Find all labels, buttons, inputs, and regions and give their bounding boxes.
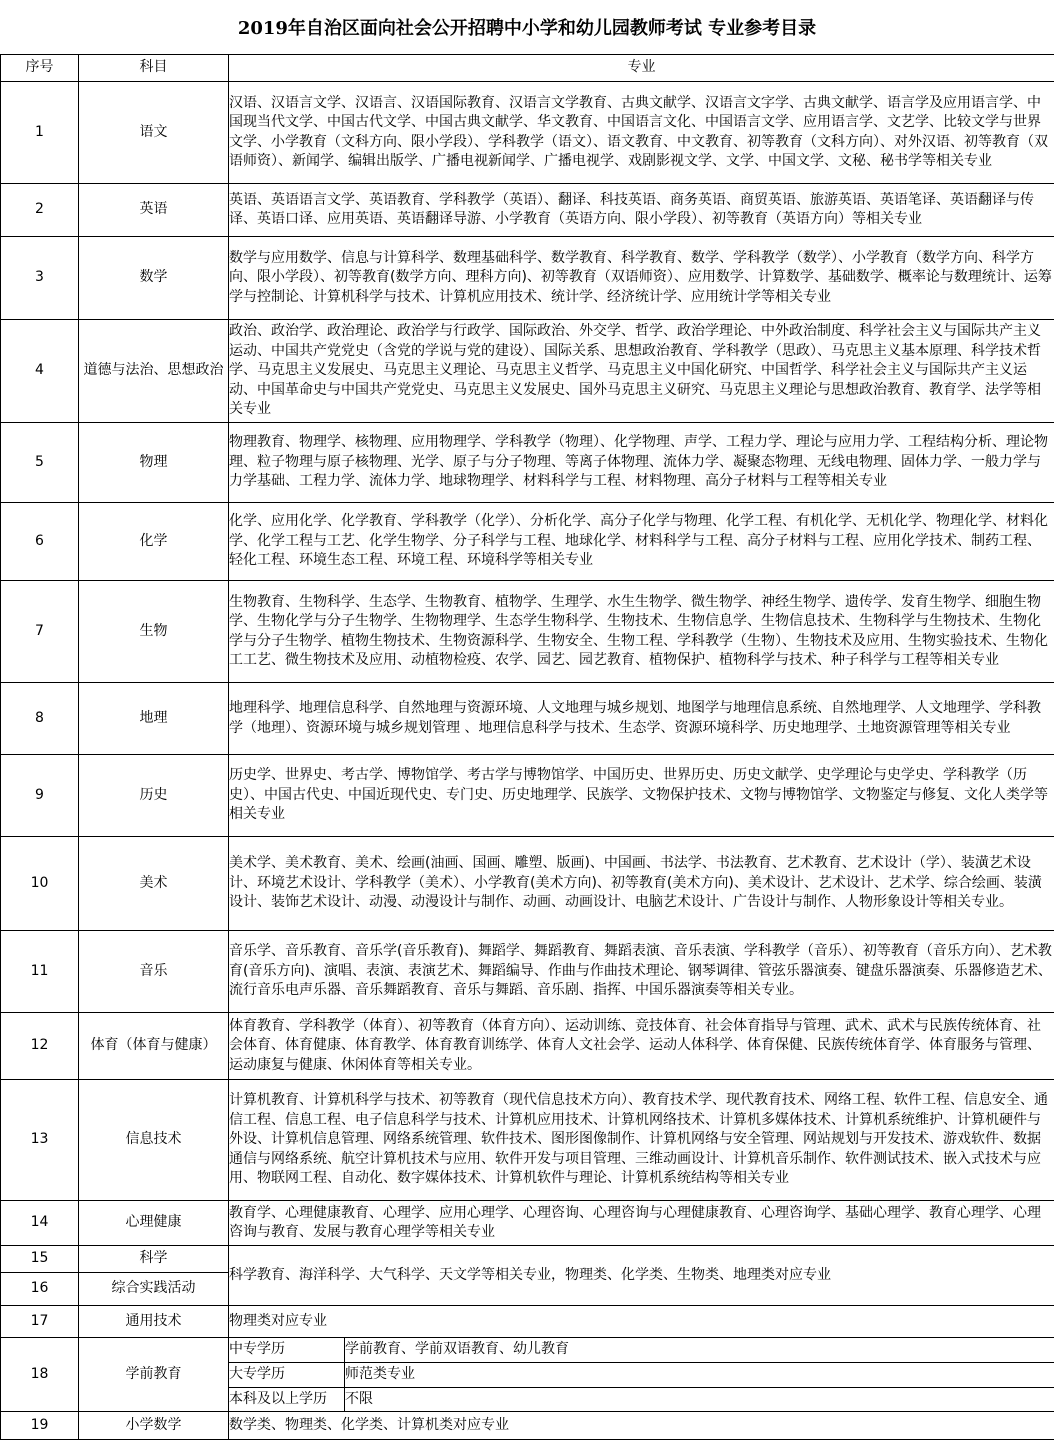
header-seq: 序号 — [1, 55, 79, 82]
page-title: 2019年自治区面向社会公开招聘中小学和幼儿园教师考试 专业参考目录 — [237, 18, 817, 39]
row-majors: 计算机教育、计算机科学与技术、初等教育（现代信息技术方向）、教育技术学、现代教育技术、网络工程、软件工程、信息安全、通信工程、信息工程、电子信息科学与技术、计算机应用技术、计算机网络技术、计算机多媒体技术、计算机系统维护、计算机硬件与外设、计算机信息管理、网络系统管理、软件技术、图形图像制作、计算机网络与安全管理、网站规划与开发技术、游戏软件、数据通信与网络系统、航空计算机技术与应用、软件开发与项目管理、三维动画设计、计算机音乐制作、软件测试技术、嵌入式技术与应用、物联网工程、自动化、数字媒体技术、计算机软件与理论、计算机系统结构等相关专业 — [229, 1080, 1054, 1201]
row-majors: 政治、政治学、政治理论、政治学与行政学、国际政治、外交学、哲学、政治学理论、中外政治制度、科学社会主义与国际共产主义运动、中国共产党党史（含党的学说与党的建设）、国际关系、思想政治教育、学科教学（思政）、马克思主义基本原理、科学技术哲学、马克思主义发展史、马克思主义理论、马克思主义哲学、马克思主义中国化研究、中国哲学、科学社会主义与国际共产主义运动、中国革命史与中国共产党党史、马克思主义发展史、国外马克思主义研究、马克思主义理论与思想政治教育、教育学、法学等相关专业 — [229, 320, 1054, 423]
preschool-majors: 不限 — [345, 1388, 1054, 1412]
row-seq: 11 — [1, 931, 79, 1013]
table-row — [1, 1080, 1054, 1201]
header-subject: 科目 — [79, 55, 229, 82]
row-seq: 8 — [1, 683, 79, 755]
table-row — [1, 423, 1054, 503]
row-seq: 14 — [1, 1201, 79, 1246]
row-majors: 历史学、世界史、考古学、博物馆学、考古学与博物馆学、中国历史、世界历史、历史文献学、史学理论与史学史、学科教学（历史）、中国古代史、中国近现代史、专门史、历史地理学、民族学、文物保护技术、文物与博物馆学、文物鉴定与修复、文化人类学等相关专业 — [229, 755, 1054, 837]
row-seq: 1 — [1, 82, 79, 184]
table-row — [1, 931, 1054, 1013]
row-subject: 综合实践活动 — [79, 1273, 229, 1306]
row-seq: 2 — [1, 184, 79, 237]
row-majors: 数学类、物理类、化学类、计算机类对应专业 — [229, 1412, 1054, 1440]
row-majors: 汉语、汉语言文学、汉语言、汉语国际教育、汉语言文学教育、古典文献学、汉语言文字学、古典文献学、语言学及应用语言学、中国现当代文学、中国古代文学、中国古典文献学、华文教育、中国语言文化、中国语言文学、应用语言学、文艺学、比较文学与世界文学、小学教育（文科方向、限小学段）、学科教学（语文）、语文教育、中文教育、初等教育（文科方向）、对外汉语、初等教育（双语师资）、新闻学、编辑出版学、广播电视新闻学、广播电视学、戏剧影视文学、文学、中国文学、文秘、秘书学等相关专业 — [229, 82, 1054, 184]
row-subject: 英语 — [79, 184, 229, 237]
row-seq: 3 — [1, 237, 79, 320]
table-row — [1, 503, 1054, 581]
row-seq: 6 — [1, 503, 79, 581]
table-row — [1, 82, 1054, 184]
preschool-majors: 师范类专业 — [345, 1363, 1054, 1388]
row-subject: 美术 — [79, 837, 229, 931]
table-row — [1, 581, 1054, 683]
row-subject: 数学 — [79, 237, 229, 320]
row-majors: 化学、应用化学、化学教育、学科教学（化学）、分析化学、高分子化学与物理、化学工程、有机化学、无机化学、物理化学、材料化学、化学工程与工艺、化学生物学、分子科学与工程、地球化学、材料科学与工程、高分子材料与工程、应用化学技术、制药工程、轻化工程、环境生态工程、环境工程、环境科学等相关专业 — [229, 503, 1054, 581]
table-row — [1, 1306, 1054, 1338]
table-header-row — [1, 55, 1054, 82]
row-subject: 心理健康 — [79, 1201, 229, 1246]
table-row — [1, 1246, 1054, 1273]
row-subject: 道德与法治、思想政治 — [79, 320, 229, 423]
row-seq: 17 — [1, 1306, 79, 1338]
row-majors: 美术学、美术教育、美术、绘画(油画、国画、雕塑、版画)、中国画、书法学、书法教育、艺术教育、艺术设计（学）、装潢艺术设计、环境艺术设计、学科教学（美术）、小学教育(美术方向)、初等教育(美术方向)、美术设计、艺术设计、艺术学、综合绘画、装潢设计、装饰艺术设计、动漫、动漫设计与制作、动画、动画设计、电脑艺术设计、广告设计与制作、人物形象设计等相关专业。 — [229, 837, 1054, 931]
row-subject: 物理 — [79, 423, 229, 503]
table-row — [1, 184, 1054, 237]
row-seq: 19 — [1, 1412, 79, 1440]
row-majors: 物理类对应专业 — [229, 1306, 1054, 1338]
row-subject: 科学 — [79, 1246, 229, 1273]
row-majors: 地理科学、地理信息科学、自然地理与资源环境、人文地理与城乡规划、地图学与地理信息系统、自然地理学、人文地理学、学科教学（地理）、资源环境与城乡规划管理 、地理信息科学与技术、生态学、资源环境科学、历史地理学、土地资源管理等相关专业 — [229, 683, 1054, 755]
row-majors: 物理教育、物理学、核物理、应用物理学、学科教学（物理）、化学物理、声学、工程力学、理论与应用力学、工程结构分析、理论物理、粒子物理与原子核物理、光学、原子与分子物理、等离子体物理、流体力学、凝聚态物理、无线电物理、固体力学、一般力学与力学基础、工程力学、流体力学、地球物理学、材料科学与工程、材料物理、高分子材料与工程等相关专业 — [229, 423, 1054, 503]
preschool-level: 大专学历 — [229, 1363, 345, 1388]
header-major: 专业 — [229, 55, 1054, 82]
row-seq: 13 — [1, 1080, 79, 1201]
table-row — [1, 837, 1054, 931]
row-subject: 学前教育 — [79, 1338, 229, 1412]
table-row — [1, 683, 1054, 755]
row-subject: 生物 — [79, 581, 229, 683]
row-majors: 音乐学、音乐教育、音乐学(音乐教育)、舞蹈学、舞蹈教育、舞蹈表演、音乐表演、学科教学（音乐）、初等教育（音乐方向）、艺术教育(音乐方向)、演唱、表演、表演艺术、舞蹈编导、作曲与作曲技术理论、钢琴调律、管弦乐器演奏、键盘乐器演奏、乐器修造艺术、流行音乐电声乐器、音乐舞蹈教育、音乐与舞蹈、音乐剧、指挥、中国乐器演奏等相关专业。 — [229, 931, 1054, 1013]
table-row — [1, 1412, 1054, 1440]
row-subject: 语文 — [79, 82, 229, 184]
row-subject: 小学数学 — [79, 1412, 229, 1440]
row-subject: 历史 — [79, 755, 229, 837]
row-subject: 音乐 — [79, 931, 229, 1013]
table-row — [1, 755, 1054, 837]
row-seq: 4 — [1, 320, 79, 423]
row-majors: 英语、英语语言文学、英语教育、学科教学（英语）、翻译、科技英语、商务英语、商贸英语、旅游英语、英语笔译、英语翻译与传译、英语口译、应用英语、英语翻译导游、小学教育（英语方向、限小学段）、初等教育（英语方向）等相关专业 — [229, 184, 1054, 237]
row-majors: 数学与应用数学、信息与计算科学、数理基础科学、数学教育、科学教育、数学、学科教学（数学）、小学教育（数学方向、科学方向、限小学段）、初等教育(数学方向、理科方向)、初等教育（双语师资）、应用数学、计算数学、基础数学、概率论与数理统计、运筹学与控制论、计算机科学与技术、计算机应用技术、统计学、经济统计学、应用统计学等相关专业 — [229, 237, 1054, 320]
row-seq: 10 — [1, 837, 79, 931]
row-majors-merged: 科学教育、海洋科学、大气科学、天文学等相关专业，物理类、化学类、生物类、地理类对应专业 — [229, 1246, 1054, 1306]
table-row — [1, 1013, 1054, 1080]
row-majors: 生物教育、生物科学、生态学、生物教育、植物学、生理学、水生生物学、微生物学、神经生物学、遗传学、发育生物学、细胞生物学、生物化学与分子生物学、生物物理学、生态学生物科学、生物技术、生物信息学、生物信息技术、生物科学与生物技术、生物化学与分子生物学、植物生物技术、生物资源科学、生物安全、生物工程、学科教学（生物）、生物技术及应用、生物实验技术、生物化工工艺、微生物技术及应用、动植物检疫、农学、园艺、园艺教育、植物保护、植物科学与技术、种子科学与工程等相关专业 — [229, 581, 1054, 683]
row-seq: 16 — [1, 1273, 79, 1306]
row-seq: 5 — [1, 423, 79, 503]
row-seq: 9 — [1, 755, 79, 837]
row-subject: 通用技术 — [79, 1306, 229, 1338]
row-majors: 教育学、心理健康教育、心理学、应用心理学、心理咨询、心理咨询与心理健康教育、心理咨询学、基础心理学、教育心理学、心理咨询与教育、发展与教育心理学等相关专业 — [229, 1201, 1054, 1246]
row-subject: 信息技术 — [79, 1080, 229, 1201]
table-row — [1, 320, 1054, 423]
preschool-majors: 学前教育、学前双语教育、幼儿教育 — [345, 1338, 1054, 1363]
row-subject: 化学 — [79, 503, 229, 581]
row-seq: 7 — [1, 581, 79, 683]
table-row — [1, 1201, 1054, 1246]
row-seq: 12 — [1, 1013, 79, 1080]
row-seq: 18 — [1, 1338, 79, 1412]
major-catalog-table — [0, 54, 1054, 1440]
preschool-level: 本科及以上学历 — [229, 1388, 345, 1412]
table-row — [1, 237, 1054, 320]
row-seq: 15 — [1, 1246, 79, 1273]
row-subject: 体育（体育与健康） — [79, 1013, 229, 1080]
preschool-level: 中专学历 — [229, 1338, 345, 1363]
table-row — [1, 1338, 1054, 1363]
row-majors: 体育教育、学科教学（体育）、初等教育（体育方向）、运动训练、竞技体育、社会体育指导与管理、武术、武术与民族传统体育、社会体育、体育健康、体育教学、体育教育训练学、体育人文社会学、运动人体科学、体育保健、民族传统体育学、体育服务与管理、运动康复与健康、休闲体育等相关专业。 — [229, 1013, 1054, 1080]
row-subject: 地理 — [79, 683, 229, 755]
